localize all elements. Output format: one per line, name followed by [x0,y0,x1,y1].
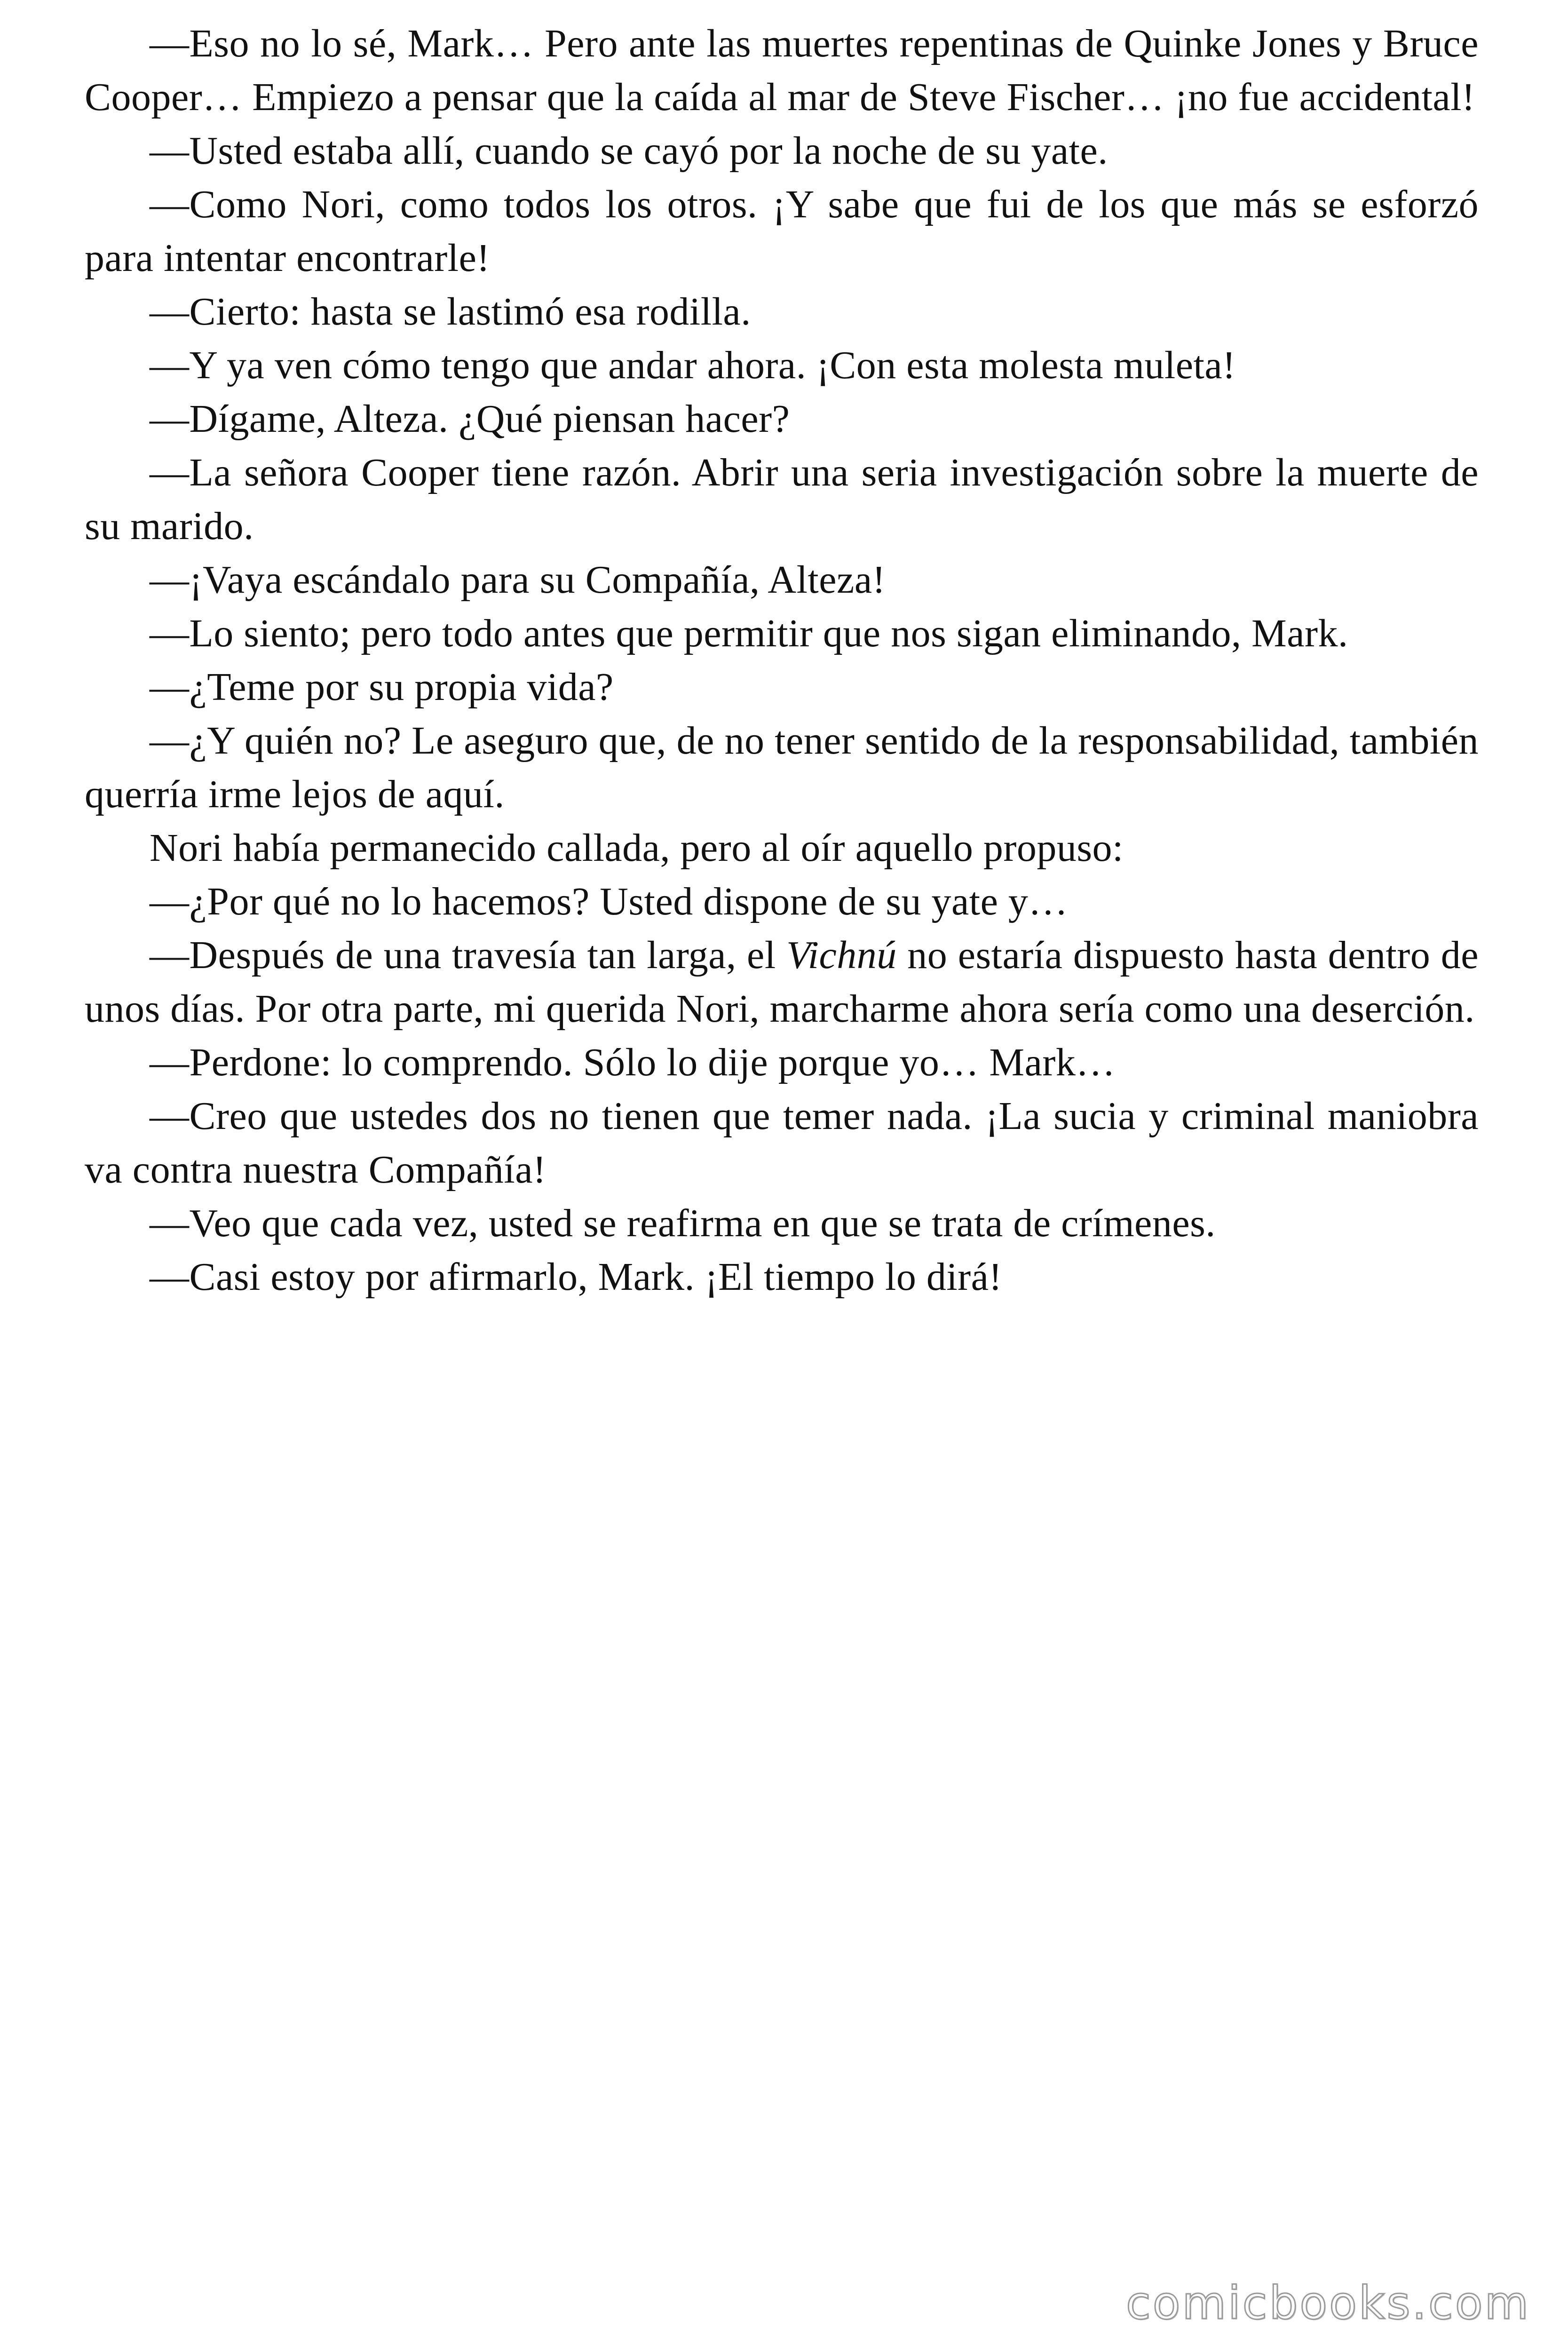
paragraph-9: —Lo siento; pero todo antes que permitir que nos sigan eliminando, Mark. [150,612,1348,655]
paragraph-6: —Dígame, Alteza. ¿Qué piensan hacer? [150,397,790,441]
paragraph-15: —Perdone: lo comprendo. Sólo lo dije porque yo… Mark… [150,1041,1116,1084]
paragraph-17: —Veo que cada vez, usted se reafirma en que se trata de crímenes. [150,1201,1216,1245]
ship-name: Vichnú [786,933,897,977]
paragraph-10: —¿Teme por su propia vida? [150,665,614,709]
watermark: comicbooks.com [1125,2277,1530,2329]
paragraph-4: —Cierto: hasta se lastimó esa rodilla. [150,290,751,334]
paragraph-14-after: no estaría dispuesto hasta dentro de unos días. Por otra parte, mi querida Nori, marcharme ahora sería como una deserción. [85,933,1479,1031]
paragraph-11: —¿Y quién no? Le aseguro que, de no tener sentido de la responsabilidad, también querría irme lejos de aquí. [85,719,1479,816]
paragraph-5: —Y ya ven cómo tengo que andar ahora. ¡Con esta molesta muleta! [150,343,1236,387]
paragraph-16: —Creo que ustedes dos no tienen que temer nada. ¡La sucia y criminal maniobra va contra nuestra Compañía! [85,1094,1479,1192]
paragraph-2: —Usted estaba allí, cuando se cayó por la noche de su yate. [150,129,1108,173]
paragraph-14 [85,929,1479,1036]
paragraph-3: —Como Nori, como todos los otros. ¡Y sabe que fui de los que más se esforzó para intentar encontrarle! [85,183,1479,280]
paragraph-1: —Eso no lo sé, Mark… Pero ante las muertes repentinas de Quinke Jones y Bruce Cooper… Empiezo a pensar que la caída al mar de Steve Fischer… ¡no fue accidental! [85,22,1479,119]
paragraph-18: —Casi estoy por afirmarlo, Mark. ¡El tiempo lo dirá! [150,1255,1002,1299]
body-text [85,17,1479,1304]
paragraph-7: —La señora Cooper tiene razón. Abrir una seria investigación sobre la muerte de su marido. [85,451,1479,548]
paragraph-14-before: —Después de una travesía tan larga, el [150,933,787,977]
paragraph-12: Nori había permanecido callada, pero al oír aquello propuso: [150,826,1124,870]
paragraph-13: —¿Por qué no lo hacemos? Usted dispone de su yate y… [150,880,1068,923]
paragraph-8: —¡Vaya escándalo para su Compañía, Alteza! [150,558,886,602]
